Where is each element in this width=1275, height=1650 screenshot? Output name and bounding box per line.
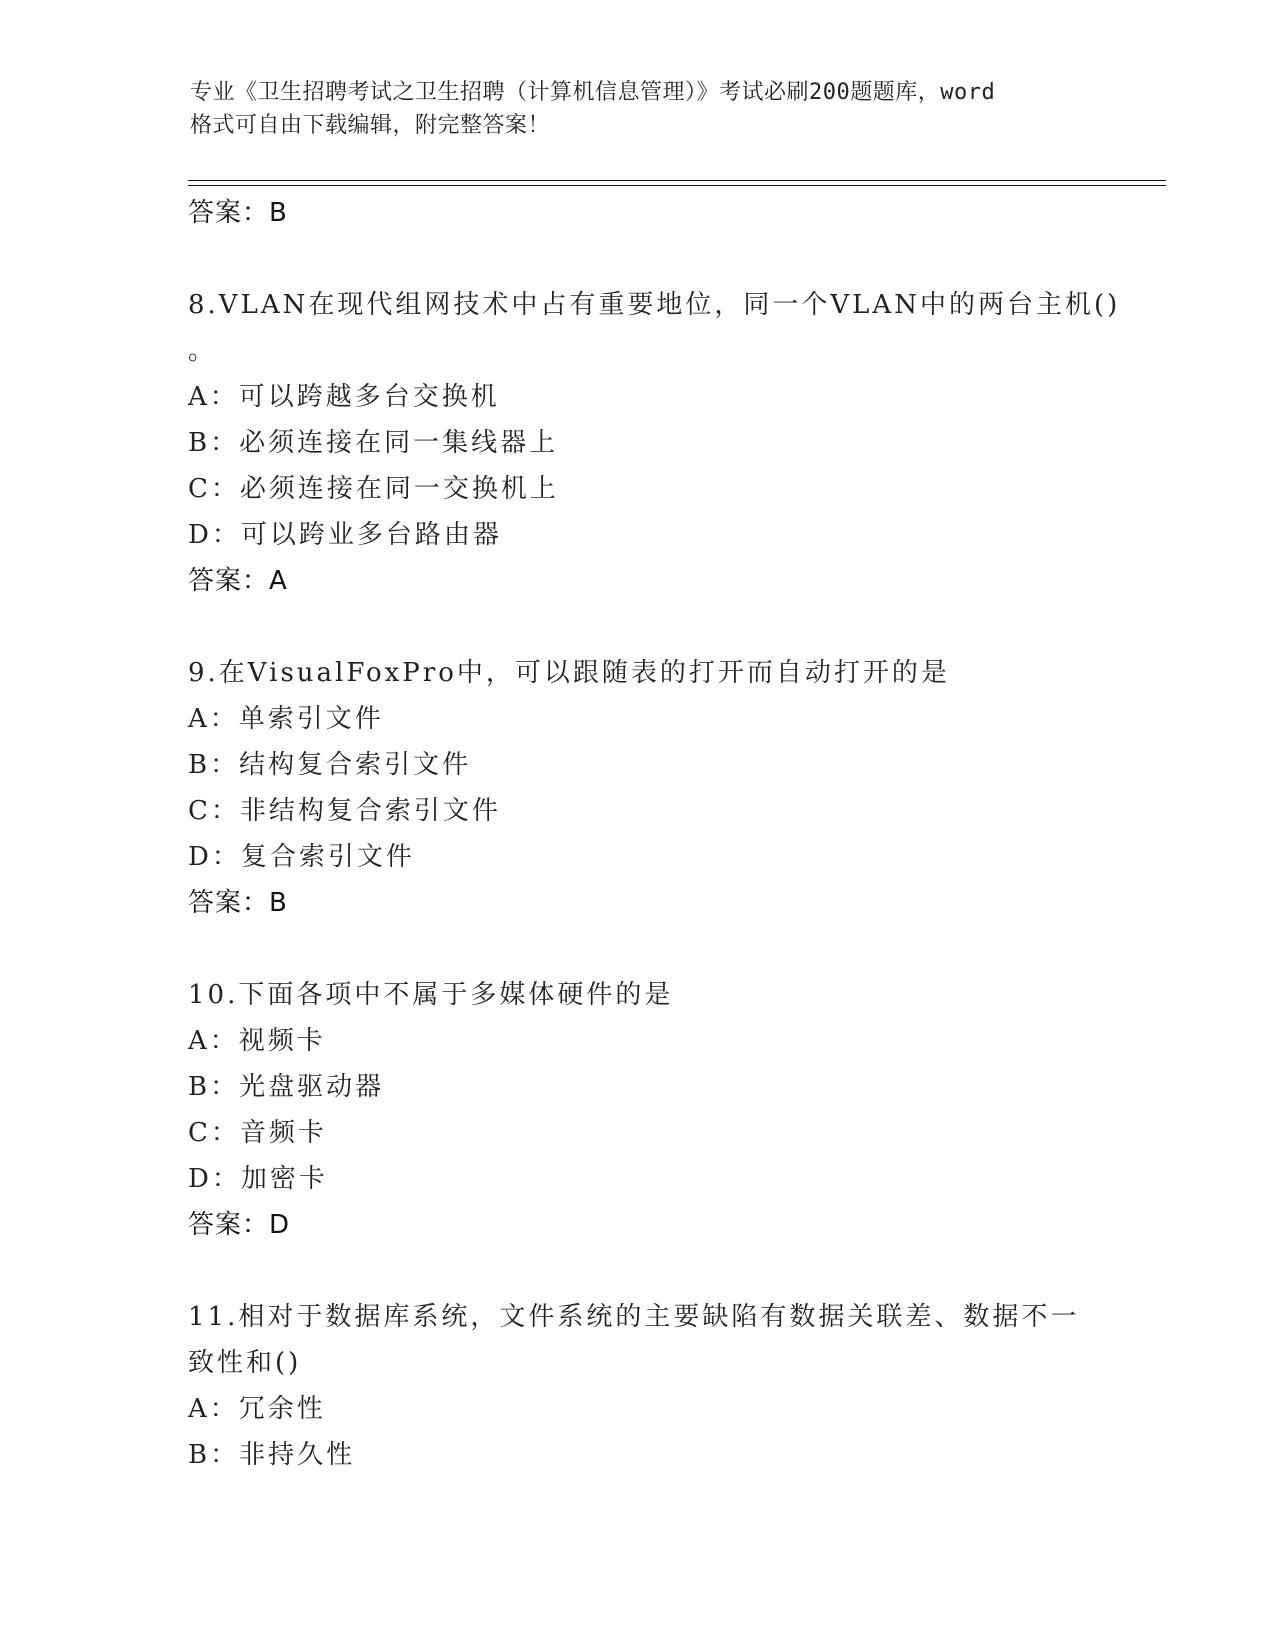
question-9-stem: 9.在VisualFoxPro中，可以跟随表的打开而自动打开的是 <box>188 658 950 688</box>
question-10-option-a: A：视频卡 <box>188 1026 326 1056</box>
question-9-option-d: D：复合索引文件 <box>188 842 415 872</box>
question-8 <box>188 282 1121 604</box>
question-8-answer: 答案：A <box>188 566 288 596</box>
document-body <box>188 190 1121 1478</box>
spacer <box>188 926 1088 972</box>
question-8-option-c: C：必须连接在同一交换机上 <box>188 474 559 504</box>
previous-answer: 答案：B <box>188 198 288 228</box>
question-11-stem-cont: 致性和() <box>188 1348 302 1378</box>
question-10-option-b: B：光盘驱动器 <box>188 1072 385 1102</box>
question-10-stem: 10.下面各项中不属于多媒体硬件的是 <box>188 980 674 1010</box>
question-10-option-d: D：加密卡 <box>188 1164 328 1194</box>
spacer <box>188 1248 1088 1294</box>
question-11-stem: 11.相对于数据库系统，文件系统的主要缺陷有数据关联差、数据不一 <box>188 1302 1080 1332</box>
question-8-stem: 8.VLAN在现代组网技术中占有重要地位，同一个VLAN中的两台主机() <box>188 290 1121 320</box>
question-9 <box>188 650 1088 926</box>
question-9-option-c: C：非结构复合索引文件 <box>188 796 501 826</box>
header-double-rule <box>188 180 1166 186</box>
question-10-answer: 答案：D <box>188 1210 291 1240</box>
question-9-answer: 答案：B <box>188 888 288 918</box>
question-10-option-c: C：音频卡 <box>188 1118 327 1148</box>
question-9-option-a: A：单索引文件 <box>188 704 384 734</box>
question-8-option-d: D：可以跨业多台路由器 <box>188 520 502 550</box>
question-10 <box>188 972 1088 1248</box>
document-header <box>190 76 1090 142</box>
header-line-1: 专业《卫生招聘考试之卫生招聘（计算机信息管理）》考试必刷200题题库，word <box>190 80 996 105</box>
spacer <box>188 604 1088 650</box>
question-9-option-b: B：结构复合索引文件 <box>188 750 472 780</box>
question-8-option-b: B：必须连接在同一集线器上 <box>188 428 559 458</box>
header-line-2: 格式可自由下载编辑，附完整答案！ <box>190 113 551 138</box>
question-11-option-a: A：冗余性 <box>188 1394 326 1424</box>
spacer <box>188 236 1088 282</box>
question-11-option-b: B：非持久性 <box>188 1440 356 1470</box>
question-11 <box>188 1294 1088 1478</box>
question-8-stem-cont: 。 <box>188 336 218 366</box>
question-8-option-a: A：可以跨越多台交换机 <box>188 382 500 412</box>
